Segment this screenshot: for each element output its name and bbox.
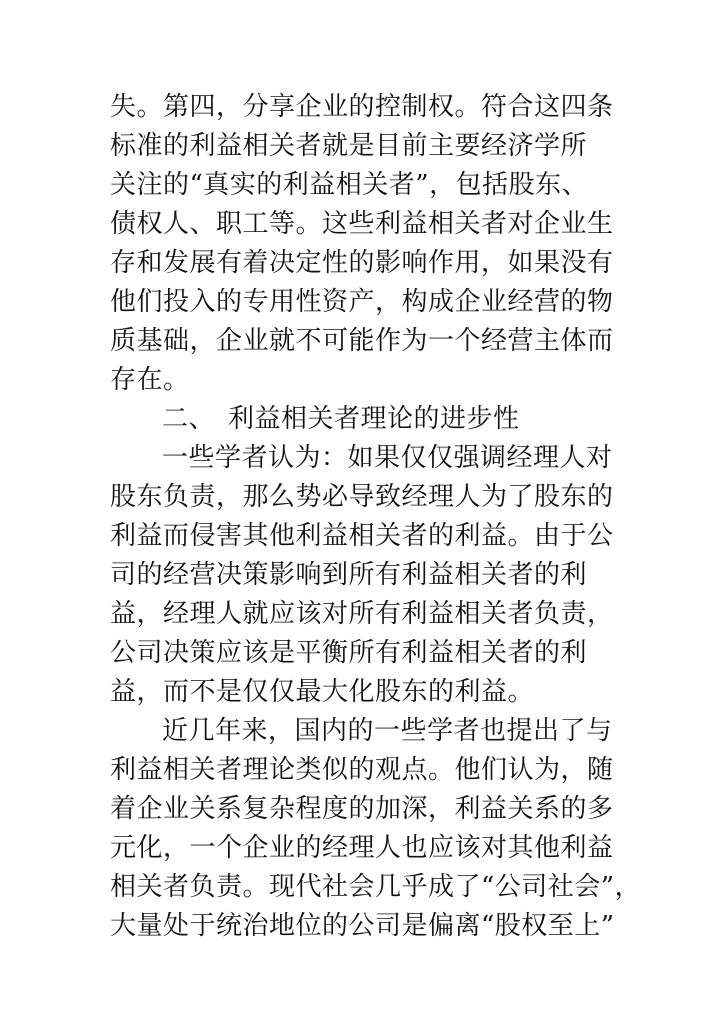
text-line: 存和发展有着决定性的影响作用，如果没有 [110,248,614,278]
text-line: 相关者负责。现代社会几乎成了“公司社会”， [110,872,642,902]
section-heading [110,400,630,439]
section-title: 利益相关者理论的进步性 [228,404,520,434]
text-line: 公司决策应该是平衡所有利益相关者的利 [110,638,588,668]
paragraph-3 [110,712,642,946]
text-line: 失。第四，分享企业的控制权。符合这四条 [110,92,614,122]
section-number: 二、 [162,404,216,434]
text-line: 关注的“真实的利益相关者”，包括股东、 [110,170,589,200]
document-page [110,88,642,946]
text-line: 着企业关系复杂程度的加深，利益关系的多 [110,794,614,824]
paragraph-1 [110,88,630,400]
paragraph-2 [110,439,630,712]
text-line: 标准的利益相关者就是目前主要经济学所 [110,131,588,161]
text-line: 益，而不是仅仅最大化股东的利益。 [110,677,535,707]
text-line: 大量处于统治地位的公司是偏离“股权至上” [110,911,615,941]
text-line: 司的经营决策影响到所有利益相关者的利 [110,560,588,590]
text-line: 益，经理人就应该对所有利益相关者负责， [110,599,614,629]
text-line: 债权人、职工等。这些利益相关者对企业生 [110,209,614,239]
text-line: 存在。 [110,365,190,395]
text-line: 元化，一个企业的经理人也应该对其他利益 [110,833,614,863]
text-line: 质基础，企业就不可能作为一个经营主体而 [110,326,614,356]
text-line: 利益而侵害其他利益相关者的利益。由于公 [110,521,614,551]
text-line: 股东负责，那么势必导致经理人为了股东的 [110,482,614,512]
text-line: 一些学者认为：如果仅仅强调经理人对 [162,443,613,473]
text-line: 近几年来，国内的一些学者也提出了与 [162,716,613,746]
text-line: 他们投入的专用性资产，构成企业经营的物 [110,287,614,317]
text-line: 利益相关者理论类似的观点。他们认为，随 [110,755,614,785]
